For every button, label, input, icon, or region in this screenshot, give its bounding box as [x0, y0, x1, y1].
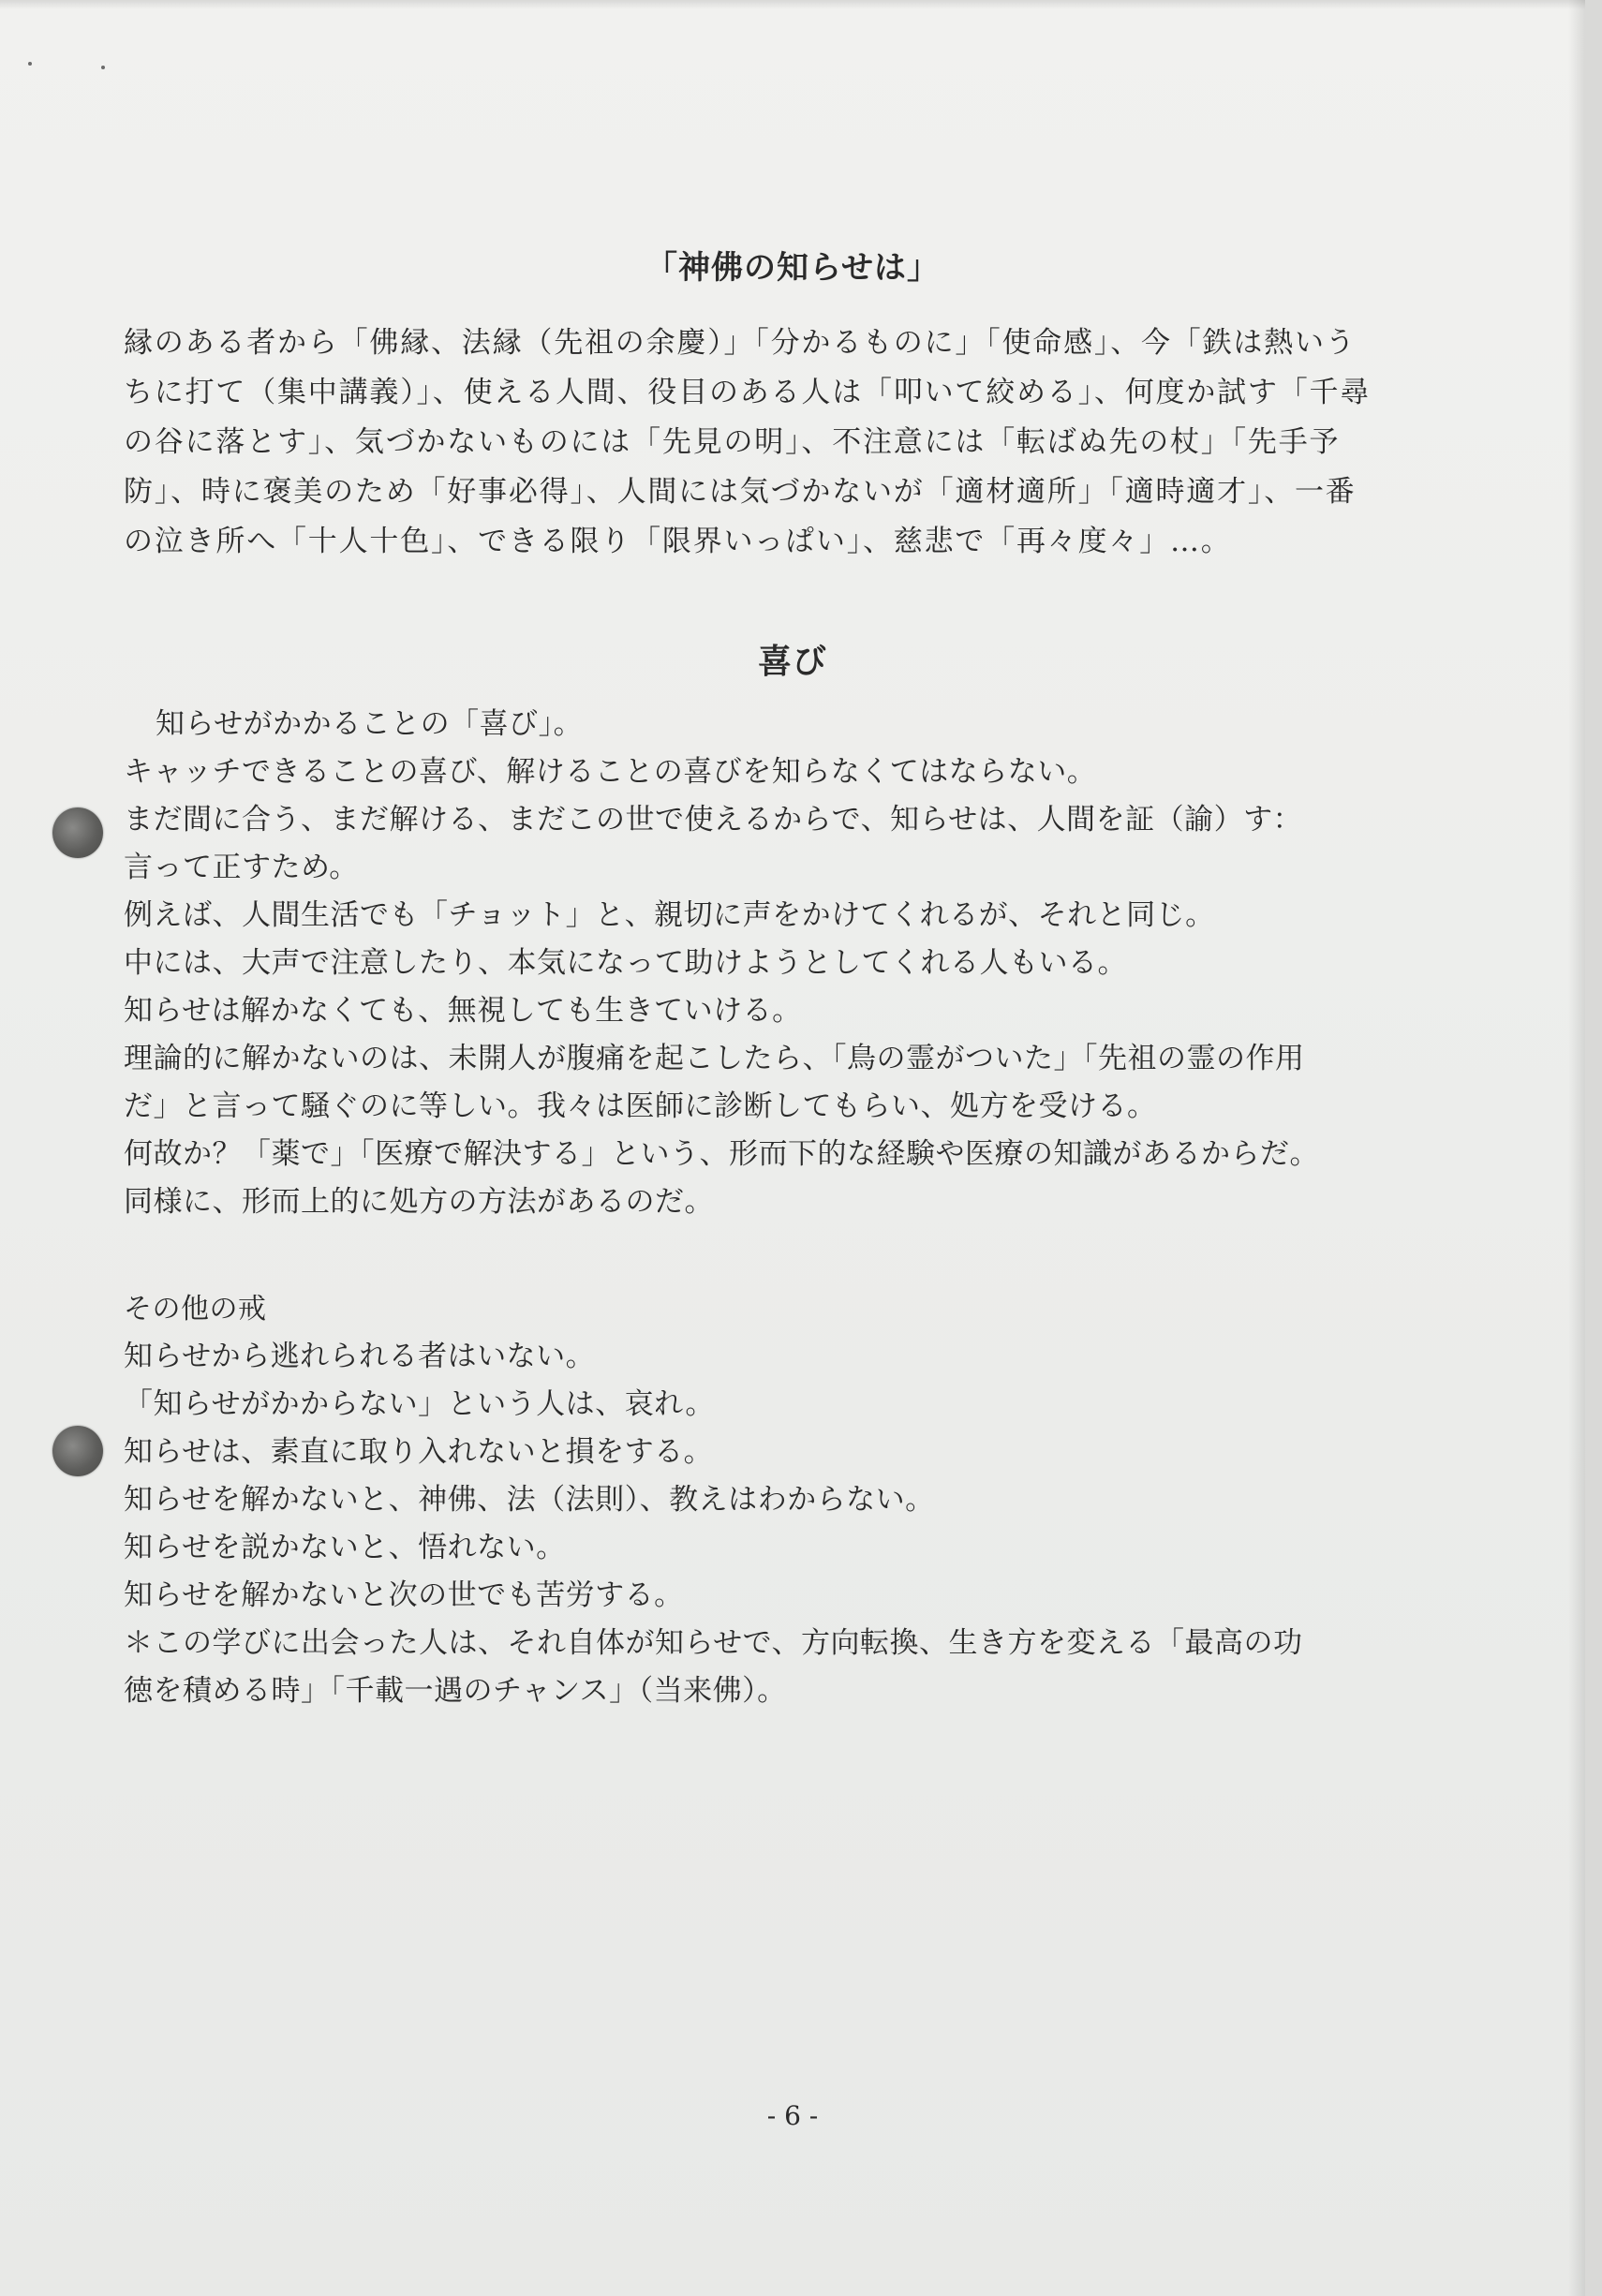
- section-title-yorokobi: 喜び: [757, 642, 827, 681]
- body-line: 「知らせがかからない」という人は、哀れ。: [124, 1387, 715, 1421]
- paper-speck: [101, 66, 105, 69]
- body-line: まだ間に合う、まだ解ける、まだこの世で使えるからで、知らせは、人間を証（諭）す：: [124, 803, 1303, 837]
- body-line: 何故か？「薬で」「医療で解決する」という、形而下的な経験や医療の知識があるからだ。: [124, 1137, 1319, 1171]
- section-yorokobi-body: [124, 701, 1435, 1226]
- subheading-other-precepts: その他の戒: [124, 1293, 267, 1326]
- body-line: ＊この学びに出会った人は、それ自体が知らせで、方向転換、生き方を変える「最高の功: [124, 1626, 1303, 1660]
- body-line: 縁のある者から「佛縁、法縁（先祖の余慶）」「分かるものに」「使命感」、今「鉄は熱いう: [124, 326, 1357, 360]
- body-line: の泣き所へ「十人十色」、できる限り「限界いっぱい」、慈悲で「再々度々」…。: [124, 525, 1232, 558]
- body-line: 中には、大声で注意したり、本気になって助けようとしてくれる人もいる。: [124, 946, 1127, 980]
- body-line: 知らせは、素直に取り入れないと損をする。: [124, 1435, 714, 1469]
- body-line: の谷に落とす」、気づかないものには「先見の明」、不注意には「転ばぬ先の杖」「先手予: [124, 425, 1341, 459]
- body-line: 理論的に解かないのは、未開人が腹痛を起こしたら、「鳥の霊がついた」「先祖の霊の作用: [124, 1042, 1305, 1075]
- body-line: ちに打て（集中講義）」、使える人間、役目のある人は「叩いて絞める」、何度か試す「千尋: [124, 376, 1372, 409]
- paper-speck: [28, 62, 32, 66]
- body-line: 知らせを説かないと、悟れない。: [124, 1531, 566, 1564]
- body-line: 知らせから逃れられる者はいない。: [124, 1340, 596, 1373]
- page-edge-shadow: [1568, 0, 1585, 2296]
- section-title-shinbutsu: 「神佛の知らせは」: [645, 249, 940, 287]
- body-line: 知らせがかかることの「喜び」。: [156, 707, 584, 741]
- page-top-edge: [0, 0, 1585, 9]
- body-line: 知らせを解かないと次の世でも苦労する。: [124, 1578, 684, 1612]
- body-line: 同様に、形而上的に処方の方法があるのだ。: [124, 1185, 714, 1219]
- body-line: 防」、時に褒美のため「好事必得」、人間には気づかないが「適材適所」「適時適才」、一番: [124, 475, 1357, 509]
- body-line: 知らせを解かないと、神佛、法（法則）、教えはわからない。: [124, 1483, 935, 1517]
- punch-hole-upper: [52, 807, 103, 858]
- body-line: 言って正すため。: [124, 851, 359, 884]
- body-line: 徳を積める時」「千載一遇のチャンス」（当来佛）。: [124, 1674, 787, 1708]
- section-shinbutsu-body: [124, 318, 1435, 567]
- page-number: - 6 -: [766, 2100, 819, 2131]
- punch-hole-lower: [52, 1426, 103, 1476]
- section-other-precepts: [124, 1285, 1435, 1715]
- body-line: 例えば、人間生活でも「チョット」と、親切に声をかけてくれるが、それと同じ。: [124, 898, 1215, 932]
- body-line: 知らせは解かなくても、無視しても生きていける。: [124, 994, 802, 1028]
- body-line: キャッチできることの喜び、解けることの喜びを知らなくてはならない。: [124, 755, 1097, 789]
- body-line: だ」と言って騒ぐのに等しい。我々は医師に診断してもらい、処方を受ける。: [124, 1089, 1157, 1123]
